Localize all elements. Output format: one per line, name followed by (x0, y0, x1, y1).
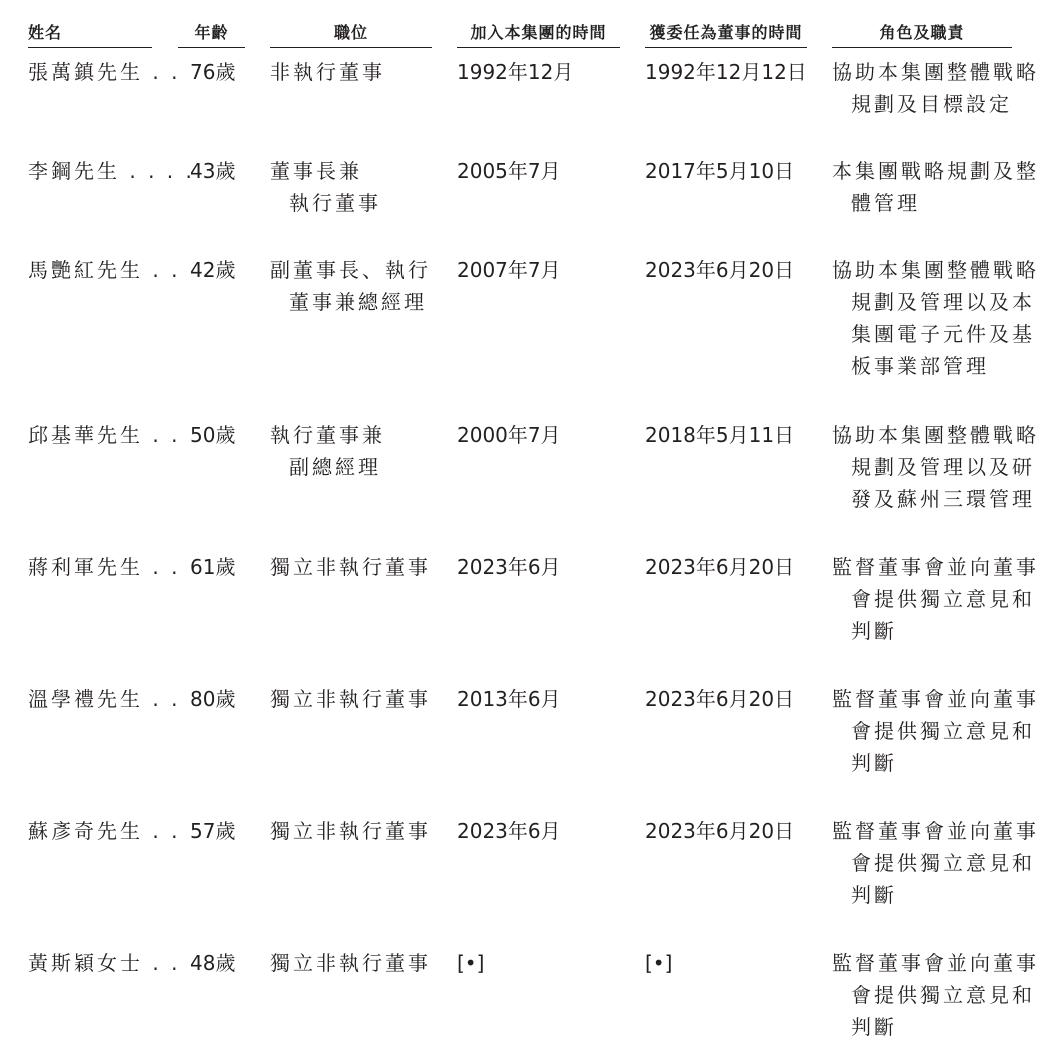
cell-line: 副總經理 (289, 455, 381, 479)
cell-age: 50歲 (190, 423, 236, 447)
cell-line: 副董事長、執行 (270, 258, 431, 282)
header-join-date: 加入本集團的時間 (457, 22, 620, 48)
cell-join-date: 2023年6月 (457, 555, 561, 579)
cell-line: 協助本集團整體戰略 (832, 258, 1039, 282)
cell-appointment-date: 2023年6月20日 (645, 258, 795, 282)
cell-line: 發及蘇州三環管理 (851, 487, 1035, 511)
cell-appointment-date: 2023年6月20日 (645, 819, 795, 843)
cell-name: 蘇彥奇先生 . . (28, 819, 181, 843)
cell-join-date: 2013年6月 (457, 687, 561, 711)
cell-role (832, 155, 1039, 219)
cell-line: 判斷 (851, 751, 897, 775)
cell-role (832, 815, 1039, 911)
cell-line: 監督董事會並向董事 (832, 951, 1039, 975)
cell-line: 會提供獨立意見和 (851, 983, 1035, 1007)
cell-age: 76歲 (190, 60, 236, 84)
cell-line: 獨立非執行董事 (270, 819, 431, 843)
cell-line: 獨立非執行董事 (270, 687, 431, 711)
cell-position (270, 155, 381, 219)
cell-role (832, 947, 1039, 1043)
header-position: 職位 (270, 22, 432, 48)
cell-name: 張萬鎮先生 . . (28, 60, 181, 84)
cell-appointment-date: 1992年12月12日 (645, 60, 807, 84)
cell-role (832, 683, 1039, 779)
cell-join-date: 2005年7月 (457, 159, 561, 183)
cell-line: 會提供獨立意見和 (851, 587, 1035, 611)
header-age: 年齡 (178, 22, 245, 48)
cell-name: 馬艷紅先生 . . (28, 258, 181, 282)
cell-join-date: 2023年6月 (457, 819, 561, 843)
cell-join-date: 2000年7月 (457, 423, 561, 447)
cell-age: 43歲 (190, 159, 236, 183)
cell-line: 董事兼總經理 (289, 290, 427, 314)
cell-position (270, 56, 385, 88)
cell-join-date: 2007年7月 (457, 258, 561, 282)
cell-position (270, 947, 431, 979)
cell-line: 本集團戰略規劃及整 (832, 159, 1039, 183)
header-appointment-date: 獲委任為董事的時間 (645, 22, 807, 48)
cell-role (832, 419, 1039, 515)
cell-line: 監督董事會並向董事 (832, 687, 1039, 711)
cell-line: 判斷 (851, 619, 897, 643)
cell-line: 監督董事會並向董事 (832, 819, 1039, 843)
cell-position (270, 815, 431, 847)
cell-line: 執行董事兼 (270, 423, 385, 447)
cell-age: 42歲 (190, 258, 236, 282)
cell-age: 48歲 (190, 951, 236, 975)
cell-position (270, 551, 431, 583)
cell-line: 會提供獨立意見和 (851, 851, 1035, 875)
header-role: 角色及職責 (832, 22, 1012, 48)
cell-position (270, 683, 431, 715)
cell-line: 獨立非執行董事 (270, 555, 431, 579)
cell-name: 蔣利軍先生 . . (28, 555, 181, 579)
cell-name: 溫學禮先生 . . (28, 687, 181, 711)
cell-name: 邱基華先生 . . (28, 423, 181, 447)
cell-name: 黃斯穎女士 . . (28, 951, 181, 975)
cell-join-date: [•] (457, 951, 485, 975)
cell-join-date: 1992年12月 (457, 60, 574, 84)
cell-line: 會提供獨立意見和 (851, 719, 1035, 743)
cell-line: 規劃及目標設定 (851, 92, 1012, 116)
cell-line: 協助本集團整體戰略 (832, 423, 1039, 447)
cell-name: 李鋼先生 . . . . (28, 159, 195, 183)
header-name: 姓名 (28, 22, 152, 48)
cell-line: 規劃及管理以及本 (851, 290, 1035, 314)
cell-line: 判斷 (851, 1015, 897, 1039)
cell-appointment-date: 2023年6月20日 (645, 555, 795, 579)
cell-line: 集團電子元件及基 (851, 322, 1035, 346)
cell-position (270, 419, 385, 483)
cell-line: 判斷 (851, 883, 897, 907)
cell-appointment-date: 2017年5月10日 (645, 159, 795, 183)
cell-line: 獨立非執行董事 (270, 951, 431, 975)
cell-role (832, 254, 1039, 382)
cell-age: 80歲 (190, 687, 236, 711)
cell-line: 協助本集團整體戰略 (832, 60, 1039, 84)
cell-line: 板事業部管理 (851, 354, 989, 378)
cell-appointment-date: 2018年5月11日 (645, 423, 795, 447)
cell-line: 非執行董事 (270, 60, 385, 84)
cell-line: 執行董事 (289, 191, 381, 215)
cell-role (832, 551, 1039, 647)
cell-line: 監督董事會並向董事 (832, 555, 1039, 579)
cell-appointment-date: 2023年6月20日 (645, 687, 795, 711)
cell-line: 董事長兼 (270, 159, 362, 183)
cell-age: 61歲 (190, 555, 236, 579)
cell-role (832, 56, 1039, 120)
cell-line: 規劃及管理以及研 (851, 455, 1035, 479)
cell-appointment-date: [•] (645, 951, 673, 975)
cell-position (270, 254, 431, 318)
cell-line: 體管理 (851, 191, 920, 215)
cell-age: 57歲 (190, 819, 236, 843)
